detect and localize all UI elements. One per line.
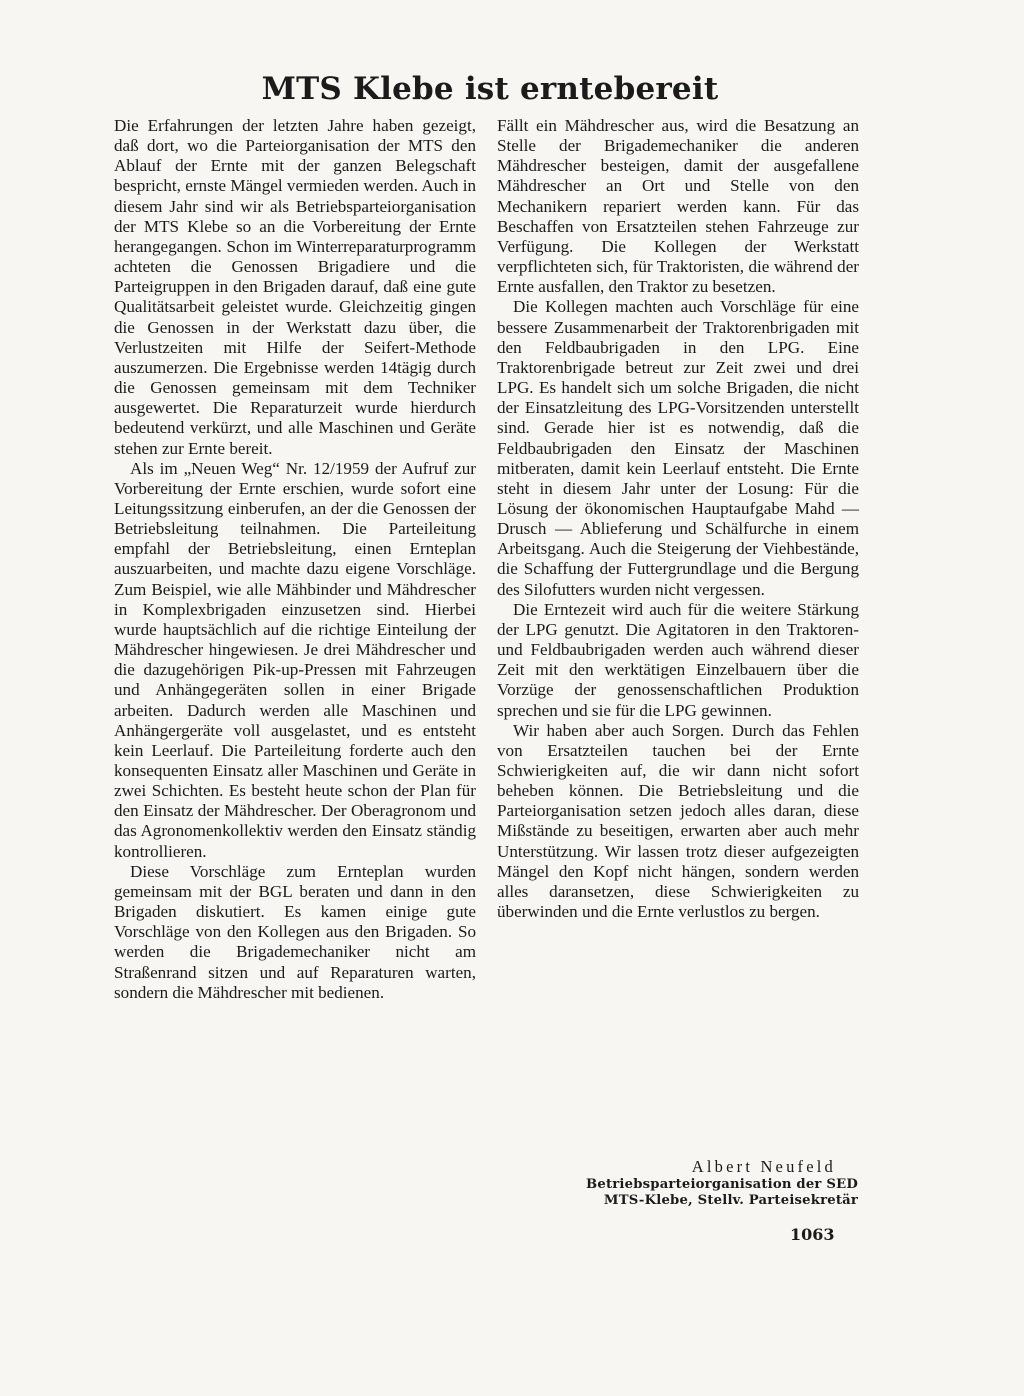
paragraph: Diese Vorschläge zum Ernteplan wurden gemeinsam mit der BGL beraten und dann in den Brigaden diskutiert. Es kamen einige gute Vorschläge von den Kollegen aus den Brigaden. So werden die Brigademechaniker nicht am Straßenrand sitzen und auf Reparaturen warten, sondern die Mähdrescher mit bedienen. [114,861,476,1002]
article-title: MTS Klebe ist erntebereit [261,71,719,107]
page-number: 1063 [790,1225,835,1244]
paragraph: Die Erntezeit wird auch für die weitere Stärkung der LPG genutzt. Die Agitatoren in den Traktoren- und Feldbaubrigaden werden auch während dieser Zeit mit den werktätigen Einzelbauern über die Vorzüge der genossenschaftlichen Produktion sprechen und sie für die LPG gewinnen. [497,599,859,720]
paragraph: Als im „Neuen Weg“ Nr. 12/1959 der Aufruf zur Vorbereitung der Ernte erschien, wurde sofort eine Leitungssitzung einberufen, an der die Genossen der Betriebsleitung teilnahmen. Die Parteileitung empfahl der Betriebsleitung, einen Ernteplan auszuarbeiten, und machte dazu eigene Vorschläge. Zum Beispiel, wie alle Mähbinder und Mähdrescher in Komplexbrigaden einzusetzen sind. Hierbei wurde hauptsächlich auf die richtige Einteilung der Mähdrescher hingewiesen. Je drei Mähdrescher und die dazugehörigen Pik-up-Pressen mit Fahrzeugen und Anhängegeräten sollen in einer Brigade arbeiten. Dadurch werden alle Maschinen und Anhängergeräte voll ausgelastet, und es entsteht kein Leerlauf. Die Parteileitung forderte auch den konsequenten Einsatz aller Maschinen und Geräte in zwei Schichten. Es besteht heute schon der Plan für den Einsatz der Mähdrescher. Der Oberagronom und das Agronomenkollektiv werden den Einsatz ständig kontrollieren. [114,458,476,861]
paragraph: Wir haben aber auch Sorgen. Durch das Fehlen von Ersatzteilen tauchen bei der Ernte Schwierigkeiten auf, die wir dann nicht sofort beheben können. Die Betriebsleitung und die Parteiorganisation setzen jedoch alles daran, diese Mißstände zu beseitigen, erwarten aber auch mehr Unterstützung. Wir lassen trotz dieser aufgezeigten Mängel den Kopf nicht hängen, sondern werden alles daransetzen, diese Schwierigkeiten zu überwinden und die Ernte verlustlos zu bergen. [497,720,859,922]
paragraph: Die Erfahrungen der letzten Jahre haben gezeigt, daß dort, wo die Parteiorganisation der MTS den Ablauf der Ernte mit der ganzen Belegschaft bespricht, ernste Mängel vermieden werden. Auch in diesem Jahr sind wir als Betriebsparteiorganisation der MTS Klebe so an die Vorbereitung der Ernte herangegangen. Schon im Winterreparaturprogramm achteten die Genossen Brigadiere und die Parteigruppen in den Brigaden darauf, daß eine gute Qualitätsarbeit geleistet wurde. Gleichzeitig gingen die Genossen in der Werkstatt dazu über, die Verlustzeiten mit Hilfe der Seifert-Methode auszumerzen. Die Ergebnisse werden 14tägig durch die Genossen gemeinsam mit dem Techniker ausgewertet. Die Reparaturzeit wurde hierdurch bedeutend verkürzt, und alle Maschinen und Geräte stehen zur Ernte bereit. [114,116,476,458]
right-column [497,116,859,922]
signature-block [560,1157,858,1209]
author-position: MTS-Klebe, Stellv. Parteisekretär [603,1193,858,1208]
author-name: Albert Neufeld [691,1157,836,1176]
paragraph: Fällt ein Mähdrescher aus, wird die Besatzung an Stelle der Brigademechaniker die anderen Mähdrescher besteigen, damit der ausgefallene Mähdrescher an Ort und Stelle von den Mechanikern repariert werden kann. Für das Beschaffen von Ersatzteilen stehen Fahrzeuge zur Verfügung. Die Kollegen der Werkstatt verpflichteten sich, für Traktoristen, die während der Ernte ausfallen, den Traktor zu besetzen. [497,116,859,297]
author-organization: Betriebsparteiorganisation der SED [586,1177,858,1192]
left-column [114,116,476,1003]
paragraph: Die Kollegen machten auch Vorschläge für eine bessere Zusammenarbeit der Traktorenbrigaden mit den Feldbaubrigaden in den LPG. Eine Traktorenbrigade betreut zur Zeit zwei und drei LPG. Es handelt sich um solche Brigaden, die nicht der Einsatzleitung des LPG-Vorsitzenden unterstellt sind. Gerade hier ist es notwendig, daß die Feldbaubrigaden den Einsatz der Maschinen mitberaten, damit kein Leerlauf entsteht. Die Ernte steht in diesem Jahr unter der Losung: Für die Lösung der ökonomischen Hauptaufgabe Mahd — Drusch — Ablieferung und Schälfurche in einem Arbeitsgang. Auch die Steigerung der Viehbestände, die Schaffung der Futtergrundlage und die Bergung des Silofutters wurden nicht vergessen. [497,297,859,599]
